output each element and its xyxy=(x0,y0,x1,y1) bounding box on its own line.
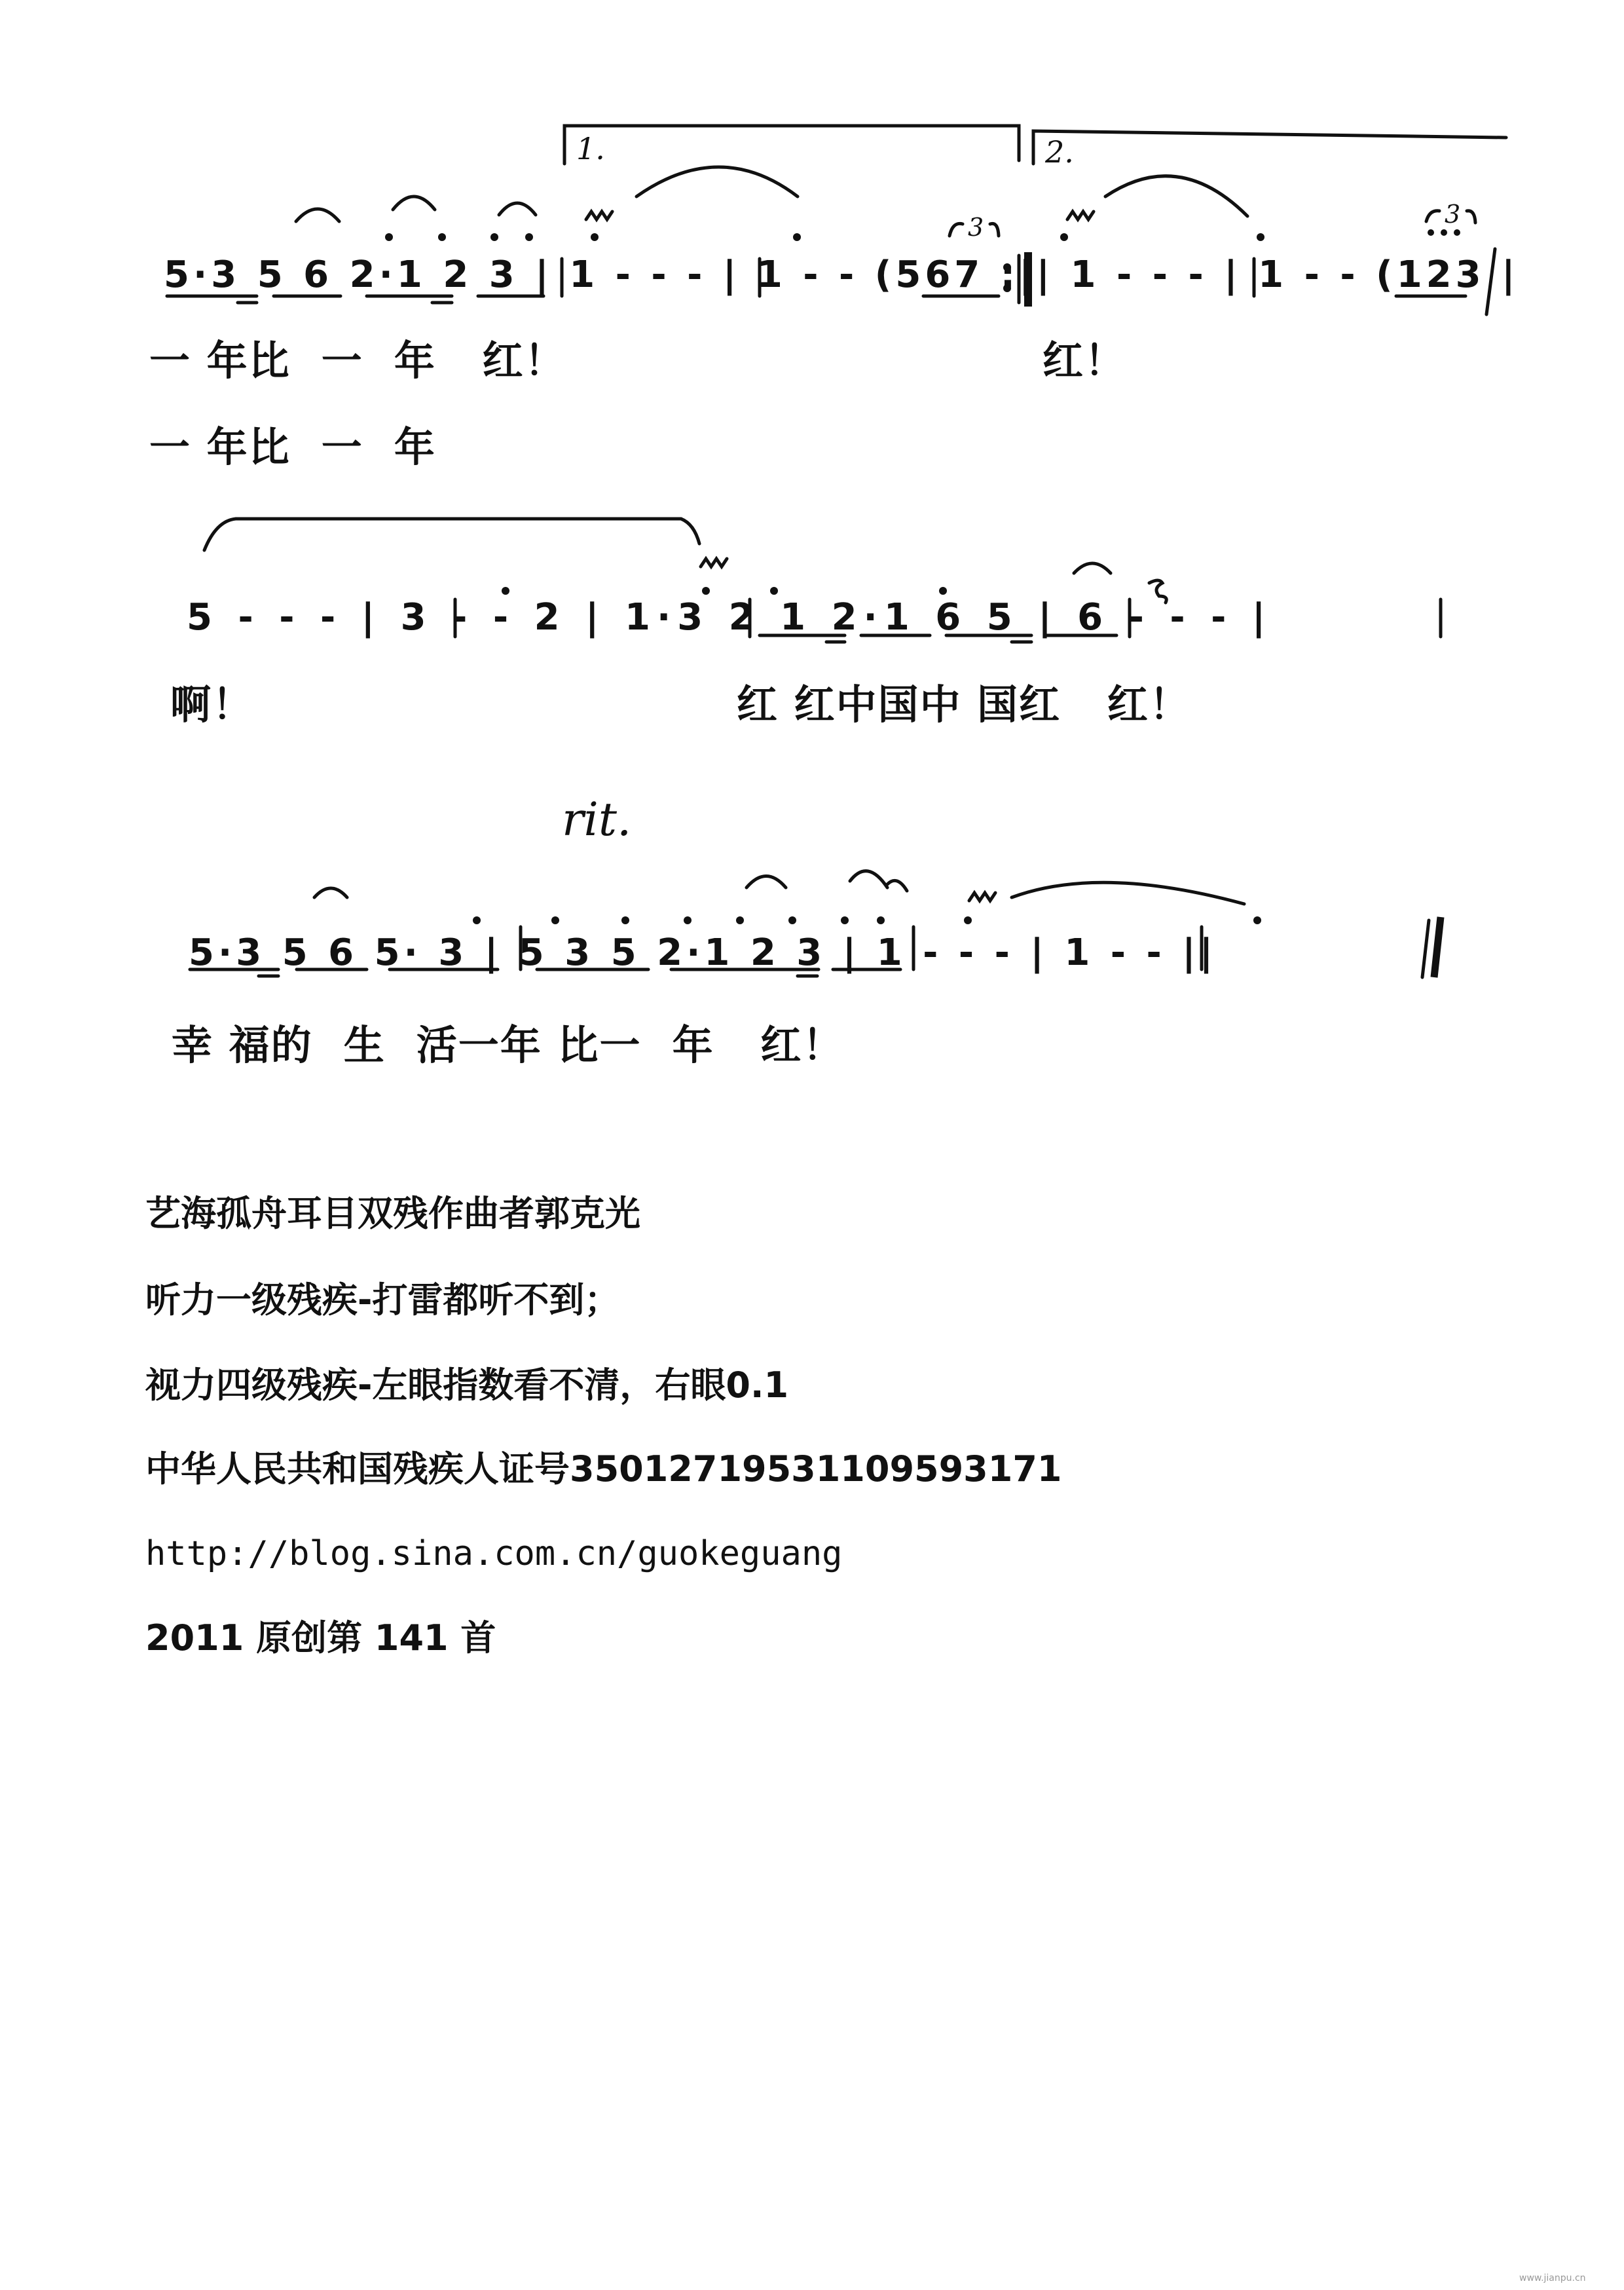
system-3-notation: 5·3 5 6 5· 3 | 5 3 5 2·1 2 3 | 1 - - - | 1 - - || xyxy=(189,931,1217,974)
watermark: www.jianpu.cn xyxy=(1519,2273,1586,2283)
hearing-line: 听力一级残疾-打雷都听不到； xyxy=(145,1279,620,1321)
tempo-mark-rit: rit. xyxy=(562,793,632,846)
certificate-line: 中华人民共和国残疾人证号35012719531109593171 xyxy=(145,1448,1062,1490)
blog-url: http://blog.sina.com.cn/guokeguang xyxy=(145,1534,843,1573)
original-work-line: 2011 原创第 141 首 xyxy=(145,1617,496,1659)
triplet-1-label: 3 xyxy=(968,213,984,242)
system-2-notation: 5 - - - | 3 - - 2 | 1·3 2 1 2·1 6 5 | 6 - - - | xyxy=(187,596,1272,639)
composer-line: 艺海孤舟耳目双残作曲者郭克光 xyxy=(145,1193,640,1234)
system-2-lyric-right: 红 红中国中 国红 红！ xyxy=(737,681,1191,728)
system-1-lyric-verse-1: 一 年比 一 年 红！ xyxy=(149,337,566,385)
system-3-lyric: 幸 福的 生 活一年 比一 年 红！ xyxy=(172,1021,845,1069)
ending-2-label: 2. xyxy=(1045,134,1074,170)
vision-line: 视力四级残疾-左眼指数看不清，右眼0.1 xyxy=(145,1364,789,1406)
triplet-2-label: 3 xyxy=(1445,200,1461,229)
ending-1-label: 1. xyxy=(576,131,605,166)
system-1-lyric-verse-2: 一 年比 一 年 xyxy=(149,423,436,471)
system-2-lyric-left: 啊！ xyxy=(170,681,255,728)
system-1-markings xyxy=(0,0,1624,393)
system-1-lyric-ending-2: 红！ xyxy=(1043,337,1127,385)
system-1-notation: 5·3 5 6 2·1 2 3 | 1 - - - | 1 - - (567 :|| 1 - - - | 1 - - (123 | xyxy=(164,253,1519,296)
